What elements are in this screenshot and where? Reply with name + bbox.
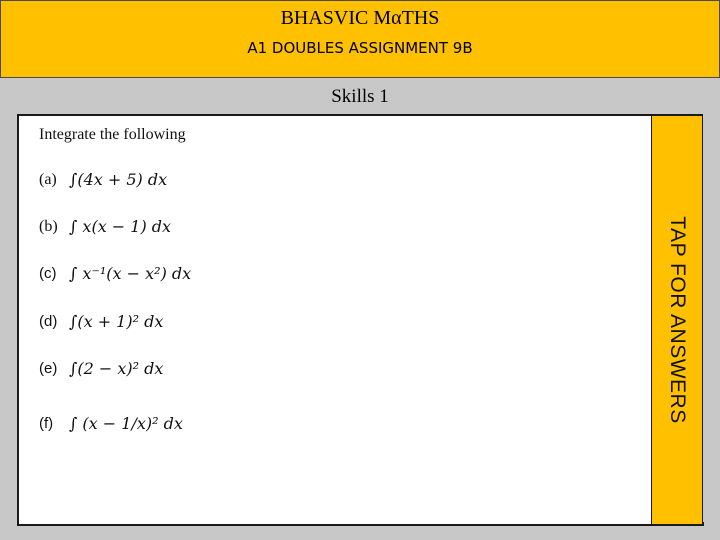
question-f (39, 414, 183, 433)
question-expression: ∫(4x + 5) dx (69, 170, 168, 189)
question-label: (c) (39, 265, 57, 282)
question-label: (e) (39, 360, 58, 377)
instruction-text: Integrate the following (39, 126, 186, 143)
question-c (39, 264, 191, 283)
question-label: (f) (39, 415, 54, 432)
question-label: (a) (39, 170, 57, 188)
section-title: Skills 1 (331, 86, 389, 107)
header-title: BHASVIC MαTHS (280, 7, 440, 29)
header-banner (0, 0, 720, 78)
question-d (39, 312, 163, 331)
question-expression: ∫(x + 1)² dx (69, 312, 164, 331)
question-expression: ∫(2 − x)² dx (69, 359, 164, 378)
question-label: (d) (39, 313, 58, 330)
header-subtitle: A1 DOUBLES ASSIGNMENT 9B (247, 39, 473, 57)
tap-for-answers-button[interactable] (651, 114, 704, 526)
right-margin-strip (703, 114, 720, 522)
question-expression: ∫ (x − 1/x)² dx (69, 414, 183, 433)
question-expression: ∫ x(x − 1) dx (69, 217, 172, 236)
question-b (39, 217, 171, 236)
question-card (17, 114, 655, 526)
question-a (39, 170, 167, 189)
tap-for-answers-label: TAP FOR ANSWERS (666, 216, 689, 424)
question-expression: ∫ x⁻¹(x − x²) dx (69, 264, 192, 283)
question-e (39, 359, 163, 378)
question-label: (b) (39, 217, 58, 235)
